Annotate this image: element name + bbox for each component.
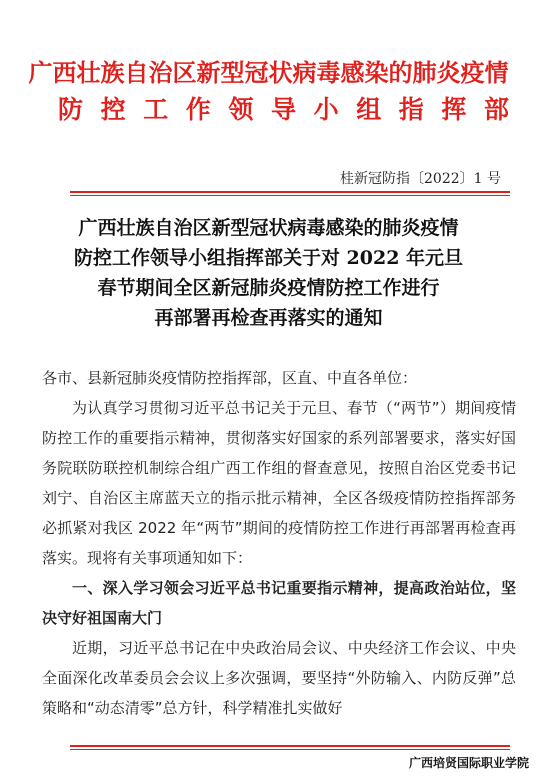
header-line-2: 防控工作领导小组指挥部 (58, 95, 509, 124)
document-body (42, 363, 516, 723)
document-header (0, 58, 537, 126)
title-line-1: 广西壮族自治区新型冠状病毒感染的肺炎疫情 (78, 217, 459, 239)
title-line-4: 再部署再检查再落实的通知 (154, 307, 383, 329)
salutation: 各市、县新冠肺炎疫情防控指挥部，区直、中直各单位： (42, 369, 418, 387)
footer-red-rule-thin (70, 749, 510, 750)
header-red-rule (70, 191, 510, 193)
footer-red-rule (70, 745, 510, 747)
document-title (0, 213, 537, 333)
section-heading-1: 一、深入学习领会习近平总书记重要指示精神，提高政治站位，坚决守好祖国南大门 (42, 579, 516, 627)
document-number: 桂新冠防指〔2022〕1 号 (340, 171, 501, 187)
watermark-text: 广西培贤国际职业学院 (408, 756, 529, 770)
title-line-3: 春节期间全区新冠肺炎疫情防控工作进行 (97, 277, 440, 299)
paragraph-2: 近期，习近平总书记在中央政治局会议、中央经济工作会议、中央全面深化改革委员会会议上多次强调，要坚持“外防输入、内防反弹”总策略和“动态清零”总方针，科学精准扎实做好 (42, 639, 516, 717)
paragraph-1: 为认真学习贯彻习近平总书记关于元旦、春节（“两节”）期间疫情防控工作的重要指示精神，贯彻落实好国家的系列部署要求，落实好国务院联防联控机制综合组广西工作组的督查意见，按照自治区党委书记刘宁、自治区主席蓝天立的指示批示精神，全区各级疫情防控指挥部务必抓紧对我区 2022 年“两节”期间的疫情防控工作进行再部署再检查再落实。现将有关事项通知如下： (42, 399, 516, 567)
header-line-1: 广西壮族自治区新型冠状病毒感染的肺炎疫情 (28, 59, 509, 87)
title-line-2: 防控工作领导小组指挥部关于对 2022 年元旦 (73, 247, 464, 269)
header-red-rule-thin (70, 195, 510, 196)
